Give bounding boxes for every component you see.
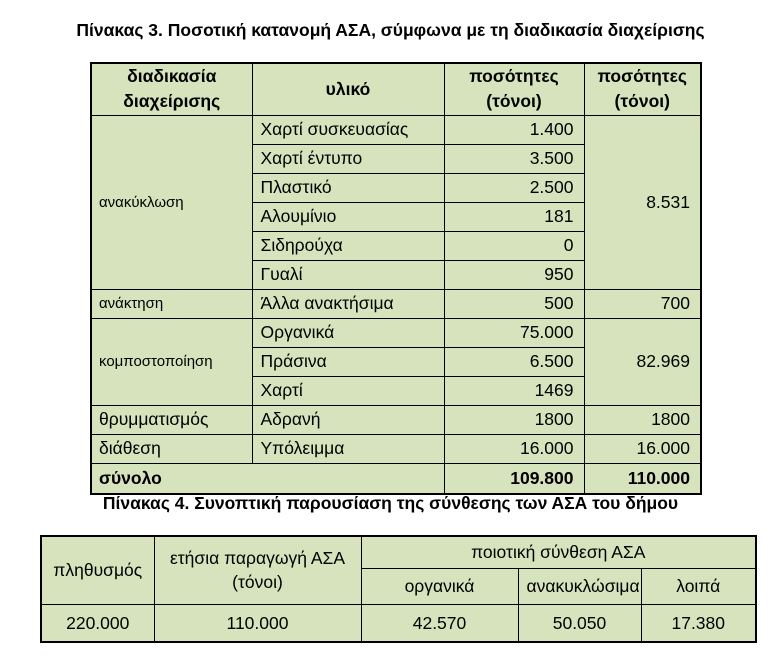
group-total-cell: 1800 <box>584 405 701 434</box>
material-cell: Οργανικά <box>252 318 444 347</box>
material-cell: Αλουμίνιο <box>252 202 444 231</box>
qty-cell: 2.500 <box>444 173 584 202</box>
qty-cell: 181 <box>444 202 584 231</box>
material-cell: Χαρτί συσκευασίας <box>252 115 444 144</box>
qty-cell: 950 <box>444 260 584 289</box>
material-cell: Υπόλειμμα <box>252 434 444 463</box>
table3-title: Πίνακας 3. Ποσοτική κατανομή ΑΣΑ, σύμφωνα με τη διαδικασία διαχείρισης <box>76 20 705 40</box>
table3-header-qty1: ποσότητες (τόνοι) <box>444 63 584 115</box>
table-row <box>91 405 701 434</box>
table4-header-quality-composition: ποιοτική σύνθεση ΑΣΑ <box>361 536 756 568</box>
table4-header-annual-production: ετήσια παραγωγή ΑΣΑ (τόνοι) <box>154 536 361 604</box>
process-cell-recycling: ανακύκλωση <box>91 115 252 289</box>
material-cell: Πράσινα <box>252 347 444 376</box>
material-cell: Αδρανή <box>252 405 444 434</box>
process-cell-composting: κομποστοποίηση <box>91 318 252 405</box>
material-cell: Χαρτί έντυπο <box>252 144 444 173</box>
table3-header-row <box>91 63 701 115</box>
material-cell: Σιδηρούχα <box>252 231 444 260</box>
table4-subheader-organic: οργανικά <box>361 568 518 604</box>
process-cell-shredding: θρυμματισμός <box>91 405 252 434</box>
table4-title: Πίνακας 4. Συνοπτική παρουσίαση της σύνθεσης των ΑΣΑ του δήμου <box>102 493 679 513</box>
table3-header-material: υλικό <box>252 63 444 115</box>
material-cell: Άλλα ανακτήσιμα <box>252 289 444 318</box>
table4-header-row-1 <box>41 536 756 568</box>
table3-header-qty2: ποσότητες (τόνοι) <box>584 63 701 115</box>
table-row <box>91 434 701 463</box>
total-qty1-cell: 109.800 <box>444 463 584 494</box>
qty-cell: 1800 <box>444 405 584 434</box>
table-row <box>91 115 701 144</box>
qty-cell: 16.000 <box>444 434 584 463</box>
group-total-cell: 8.531 <box>584 115 701 289</box>
qty-cell: 75.000 <box>444 318 584 347</box>
qty-cell: 6.500 <box>444 347 584 376</box>
group-total-cell: 700 <box>584 289 701 318</box>
qty-cell: 3.500 <box>444 144 584 173</box>
qty-cell: 1.400 <box>444 115 584 144</box>
total-label-cell: σύνολο <box>91 463 444 494</box>
population-value-cell: 220.000 <box>41 604 154 642</box>
other-value-cell: 17.380 <box>641 604 756 642</box>
table3-header-process: διαδικασία διαχείρισης <box>91 63 252 115</box>
table4-subheader-recyclable: ανακυκλώσιμα <box>518 568 641 604</box>
recyclable-value-cell: 50.050 <box>518 604 641 642</box>
table4-subheader-other: λοιπά <box>641 568 756 604</box>
table-row <box>91 289 701 318</box>
table4-msw-composition <box>40 535 757 643</box>
process-cell-recovery: ανάκτηση <box>91 289 252 318</box>
organic-value-cell: 42.570 <box>361 604 518 642</box>
table3-waste-distribution <box>90 62 702 495</box>
material-cell: Πλαστικό <box>252 173 444 202</box>
qty-cell: 1469 <box>444 376 584 405</box>
table3-total-row <box>91 463 701 494</box>
material-cell: Γυαλί <box>252 260 444 289</box>
group-total-cell: 16.000 <box>584 434 701 463</box>
qty-cell: 0 <box>444 231 584 260</box>
table-row <box>91 318 701 347</box>
annual-production-value-cell: 110.000 <box>154 604 361 642</box>
process-cell-disposal: διάθεση <box>91 434 252 463</box>
material-cell: Χαρτί <box>252 376 444 405</box>
table4-header-population: πληθυσμός <box>41 536 154 604</box>
qty-cell: 500 <box>444 289 584 318</box>
group-total-cell: 82.969 <box>584 318 701 405</box>
total-qty2-cell: 110.000 <box>584 463 701 494</box>
table4-data-row <box>41 604 756 642</box>
